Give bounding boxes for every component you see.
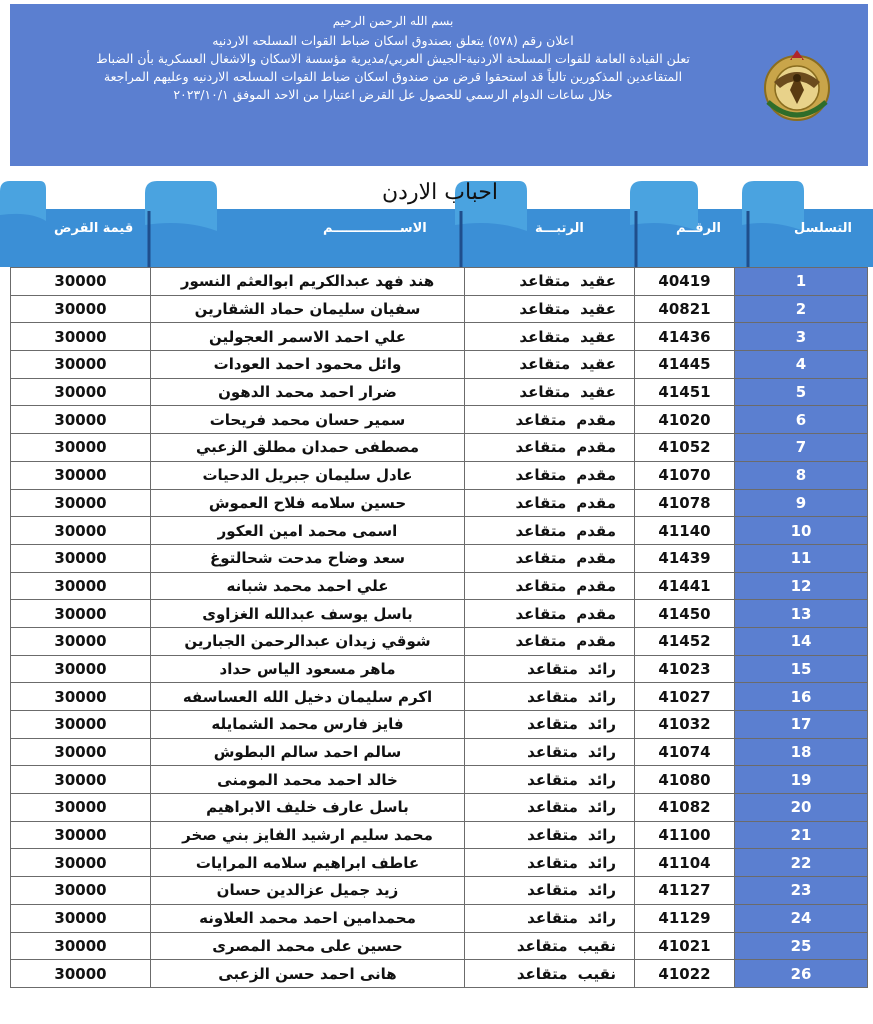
name-cell: وائل محمود احمد العودات — [151, 351, 465, 379]
status-label: متقاعد — [519, 355, 571, 374]
military-number-cell: 41021 — [635, 932, 735, 960]
sequence-cell: 9 — [735, 489, 868, 517]
amount-cell: 30000 — [11, 821, 151, 849]
amount-cell: 30000 — [11, 655, 151, 683]
name-cell: باسل عارف خليف الابراهيم — [151, 794, 465, 822]
status-label: متقاعد — [527, 687, 578, 706]
table-row — [11, 406, 868, 434]
sequence-cell: 18 — [735, 738, 868, 766]
military-number-cell: 41023 — [635, 655, 735, 683]
amount-cell: 30000 — [11, 932, 151, 960]
rank-cell — [465, 378, 635, 406]
table-row — [11, 627, 868, 655]
table-row — [11, 461, 868, 489]
military-number-cell: 41452 — [635, 627, 735, 655]
status-label: متقاعد — [527, 909, 578, 928]
military-number-cell: 41070 — [635, 461, 735, 489]
rank-label: مقدم — [576, 549, 616, 568]
status-label: متقاعد — [519, 300, 571, 319]
table-body — [11, 268, 868, 988]
rank-cell — [465, 821, 635, 849]
rank-label: عقيد — [580, 272, 616, 291]
rank-cell — [465, 323, 635, 351]
military-number-cell: 41450 — [635, 600, 735, 628]
sequence-cell: 20 — [735, 794, 868, 822]
table-row — [11, 711, 868, 739]
rank-cell — [465, 932, 635, 960]
sequence-cell: 1 — [735, 268, 868, 296]
rank-label: رائد — [587, 909, 616, 928]
name-cell: فايز فارس محمد الشمايله — [151, 711, 465, 739]
rank-label: رائد — [587, 770, 616, 789]
amount-cell: 30000 — [11, 434, 151, 462]
amount-cell: 30000 — [11, 268, 151, 296]
column-label-seq: التسلسل — [794, 221, 853, 236]
amount-cell: 30000 — [11, 711, 151, 739]
rank-label: نقيب — [577, 964, 616, 983]
military-number-cell: 41439 — [635, 544, 735, 572]
rank-cell — [465, 268, 635, 296]
name-cell: سعد وضاح مدحت شحالتوغ — [151, 544, 465, 572]
amount-cell: 30000 — [11, 544, 151, 572]
rank-label: مقدم — [576, 438, 616, 457]
table-row — [11, 323, 868, 351]
table-row — [11, 517, 868, 545]
name-cell: سفيان سليمان حماد الشقارين — [151, 295, 465, 323]
armed-forces-emblem-icon — [754, 42, 840, 128]
military-number-cell: 41078 — [635, 489, 735, 517]
sequence-cell: 23 — [735, 877, 868, 905]
table-row — [11, 572, 868, 600]
military-number-cell: 40419 — [635, 268, 735, 296]
amount-cell: 30000 — [11, 766, 151, 794]
amount-cell: 30000 — [11, 461, 151, 489]
table-row — [11, 378, 868, 406]
military-number-cell: 41441 — [635, 572, 735, 600]
status-label: متقاعد — [515, 410, 567, 429]
name-cell: مصطفى حمدان مطلق الزعبي — [151, 434, 465, 462]
rank-label: مقدم — [576, 410, 616, 429]
sequence-cell: 6 — [735, 406, 868, 434]
sequence-cell: 2 — [735, 295, 868, 323]
rank-cell — [465, 572, 635, 600]
rank-label: مقدم — [576, 493, 616, 512]
status-label: متقاعد — [515, 549, 567, 568]
rank-cell — [465, 461, 635, 489]
name-cell: علي احمد محمد شبانه — [151, 572, 465, 600]
sequence-cell: 7 — [735, 434, 868, 462]
name-cell: سالم احمد سالم البطوش — [151, 738, 465, 766]
announcement-line-3: المتقاعدين المذكورين تالياً قد استحقوا قرض من صندوق اسكان ضباط القوات المسلحه الاردنيه وعليهم المراجعة — [103, 69, 683, 84]
name-cell: هند فهد عبدالكريم ابوالعثم النسور — [151, 268, 465, 296]
name-cell: خالد احمد محمد المومنى — [151, 766, 465, 794]
rank-cell — [465, 655, 635, 683]
sequence-cell: 25 — [735, 932, 868, 960]
rank-cell — [465, 904, 635, 932]
announcement-banner — [10, 4, 868, 166]
sequence-cell: 15 — [735, 655, 868, 683]
rank-label: مقدم — [576, 604, 616, 623]
rank-label: رائد — [587, 826, 616, 845]
rank-cell — [465, 600, 635, 628]
announcement-line-1: اعلان رقم (٥٧٨) يتعلق بصندوق اسكان ضباط القوات المسلحه الاردنيه — [212, 33, 574, 48]
amount-cell: 30000 — [11, 489, 151, 517]
military-number-cell: 41080 — [635, 766, 735, 794]
rank-label: عقيد — [580, 383, 616, 402]
military-number-cell: 41052 — [635, 434, 735, 462]
status-label: متقاعد — [527, 743, 578, 762]
status-label: متقاعد — [516, 936, 568, 955]
military-number-cell: 41129 — [635, 904, 735, 932]
rank-label: رائد — [587, 659, 616, 678]
page-title: احباب الاردن — [382, 180, 498, 205]
rank-cell — [465, 517, 635, 545]
status-label: متقاعد — [516, 964, 568, 983]
rank-cell — [465, 738, 635, 766]
name-cell: هانى احمد حسن الزعبى — [151, 960, 465, 988]
announcement-text — [73, 12, 713, 104]
rank-cell — [465, 766, 635, 794]
amount-cell: 30000 — [11, 849, 151, 877]
military-number-cell: 41027 — [635, 683, 735, 711]
column-label-name: الاســـــــــــــــم — [323, 221, 427, 236]
rank-cell — [465, 794, 635, 822]
rank-label: عقيد — [580, 355, 616, 374]
name-cell: عاطف ابراهيم سلامه المرايات — [151, 849, 465, 877]
rank-label: مقدم — [576, 632, 616, 651]
status-label: متقاعد — [527, 853, 578, 872]
name-cell: سمير حسان محمد فريحات — [151, 406, 465, 434]
sequence-cell: 17 — [735, 711, 868, 739]
column-header-number — [630, 181, 742, 267]
status-label: متقاعد — [515, 576, 567, 595]
military-number-cell: 40821 — [635, 295, 735, 323]
sequence-cell: 13 — [735, 600, 868, 628]
table-row — [11, 821, 868, 849]
column-header-seq — [742, 181, 873, 267]
rank-cell — [465, 849, 635, 877]
column-label-number: الرقــم — [676, 221, 722, 236]
amount-cell: 30000 — [11, 683, 151, 711]
amount-cell: 30000 — [11, 351, 151, 379]
table-row — [11, 600, 868, 628]
announcement-line-2: تعلن القيادة العامة للقوات المسلحة الاردنية-الجيش العربي/مديرية مؤسسة الاسكان والاشغال العسكرية بأن الضباط — [96, 51, 690, 66]
rank-label: رائد — [587, 687, 616, 706]
table-row — [11, 960, 868, 988]
military-number-cell: 41451 — [635, 378, 735, 406]
rank-label: رائد — [587, 853, 616, 872]
name-cell: اكرم سليمان دخيل الله العساسفه — [151, 683, 465, 711]
rank-cell — [465, 489, 635, 517]
rank-label: رائد — [587, 798, 616, 817]
name-cell: حسين على محمد المصرى — [151, 932, 465, 960]
rank-label: رائد — [587, 715, 616, 734]
rank-label: نقيب — [577, 936, 616, 955]
sequence-cell: 26 — [735, 960, 868, 988]
table-row — [11, 738, 868, 766]
name-cell: شوقي زيدان عبدالرحمن الجبارين — [151, 627, 465, 655]
military-number-cell: 41020 — [635, 406, 735, 434]
status-label: متقاعد — [527, 798, 578, 817]
sequence-cell: 24 — [735, 904, 868, 932]
rank-label: مقدم — [576, 466, 616, 485]
status-label: متقاعد — [515, 493, 567, 512]
sequence-cell: 4 — [735, 351, 868, 379]
announcement-line-4: خلال ساعات الدوام الرسمي للحصول عل القرض اعتبارا من الاحد الموفق ٢٠٢٣/١٠/١ — [173, 87, 613, 102]
military-number-cell: 41022 — [635, 960, 735, 988]
status-label: متقاعد — [515, 521, 567, 540]
military-number-cell: 41100 — [635, 821, 735, 849]
status-label: متقاعد — [527, 659, 578, 678]
rank-cell — [465, 351, 635, 379]
sequence-cell: 21 — [735, 821, 868, 849]
table-row — [11, 904, 868, 932]
amount-cell: 30000 — [11, 406, 151, 434]
rank-cell — [465, 406, 635, 434]
sequence-cell: 11 — [735, 544, 868, 572]
table-row — [11, 295, 868, 323]
sequence-cell: 8 — [735, 461, 868, 489]
rank-cell — [465, 960, 635, 988]
status-label: متقاعد — [515, 466, 567, 485]
status-label: متقاعد — [527, 881, 578, 900]
sequence-cell: 14 — [735, 627, 868, 655]
column-header-amount — [0, 181, 145, 267]
name-cell: علي احمد الاسمر العجولين — [151, 323, 465, 351]
name-cell: اسمى محمد امين العكور — [151, 517, 465, 545]
rank-cell — [465, 627, 635, 655]
name-cell: محمد سليم ارشيد الفايز بني صخر — [151, 821, 465, 849]
military-number-cell: 41140 — [635, 517, 735, 545]
name-cell: ضرار احمد محمد الدهون — [151, 378, 465, 406]
status-label: متقاعد — [527, 770, 578, 789]
amount-cell: 30000 — [11, 295, 151, 323]
military-number-cell: 41127 — [635, 877, 735, 905]
sequence-cell: 12 — [735, 572, 868, 600]
name-cell: زيد جميل عزالدين حسان — [151, 877, 465, 905]
sequence-cell: 22 — [735, 849, 868, 877]
sequence-cell: 16 — [735, 683, 868, 711]
sequence-cell: 10 — [735, 517, 868, 545]
table-row — [11, 351, 868, 379]
table-row — [11, 877, 868, 905]
table-row — [11, 683, 868, 711]
table-row — [11, 434, 868, 462]
status-label: متقاعد — [519, 327, 571, 346]
amount-cell: 30000 — [11, 738, 151, 766]
amount-cell: 30000 — [11, 517, 151, 545]
status-label: متقاعد — [527, 715, 578, 734]
sequence-cell: 3 — [735, 323, 868, 351]
rank-cell — [465, 434, 635, 462]
name-cell: حسين سلامه فلاح العموش — [151, 489, 465, 517]
amount-cell: 30000 — [11, 877, 151, 905]
column-label-rank: الرتبـــة — [535, 221, 584, 236]
name-cell: عادل سليمان جبريل الدحيات — [151, 461, 465, 489]
rank-cell — [465, 544, 635, 572]
rank-label: مقدم — [576, 576, 616, 595]
loan-recipients-table — [10, 267, 868, 988]
rank-cell — [465, 877, 635, 905]
table-row — [11, 655, 868, 683]
status-label: متقاعد — [515, 438, 567, 457]
rank-label: عقيد — [580, 300, 616, 319]
status-label: متقاعد — [515, 632, 567, 651]
rank-label: رائد — [587, 743, 616, 762]
table-row — [11, 794, 868, 822]
name-cell: باسل يوسف عبدالله الغزاوى — [151, 600, 465, 628]
rank-cell — [465, 683, 635, 711]
amount-cell: 30000 — [11, 960, 151, 988]
rank-cell — [465, 711, 635, 739]
table-row — [11, 268, 868, 296]
table-row — [11, 849, 868, 877]
sequence-cell: 5 — [735, 378, 868, 406]
military-number-cell: 41445 — [635, 351, 735, 379]
amount-cell: 30000 — [11, 323, 151, 351]
amount-cell: 30000 — [11, 904, 151, 932]
amount-cell: 30000 — [11, 600, 151, 628]
status-label: متقاعد — [519, 383, 571, 402]
basmala: بسم الله الرحمن الرحيم — [332, 14, 454, 28]
status-label: متقاعد — [527, 826, 578, 845]
status-label: متقاعد — [519, 272, 571, 291]
table-row — [11, 544, 868, 572]
rank-label: مقدم — [576, 521, 616, 540]
name-cell: ماهر مسعود الياس حداد — [151, 655, 465, 683]
military-number-cell: 41082 — [635, 794, 735, 822]
sequence-cell: 19 — [735, 766, 868, 794]
amount-cell: 30000 — [11, 378, 151, 406]
status-label: متقاعد — [515, 604, 567, 623]
rank-cell — [465, 295, 635, 323]
table-row — [11, 489, 868, 517]
table-row — [11, 932, 868, 960]
military-number-cell: 41032 — [635, 711, 735, 739]
rank-label: رائد — [587, 881, 616, 900]
amount-cell: 30000 — [11, 572, 151, 600]
military-number-cell: 41074 — [635, 738, 735, 766]
military-number-cell: 41436 — [635, 323, 735, 351]
amount-cell: 30000 — [11, 794, 151, 822]
amount-cell: 30000 — [11, 627, 151, 655]
column-label-amount: قيمة القرض — [54, 221, 134, 236]
rank-label: عقيد — [580, 327, 616, 346]
military-number-cell: 41104 — [635, 849, 735, 877]
name-cell: محمدامين احمد محمد العلاونه — [151, 904, 465, 932]
table-row — [11, 766, 868, 794]
